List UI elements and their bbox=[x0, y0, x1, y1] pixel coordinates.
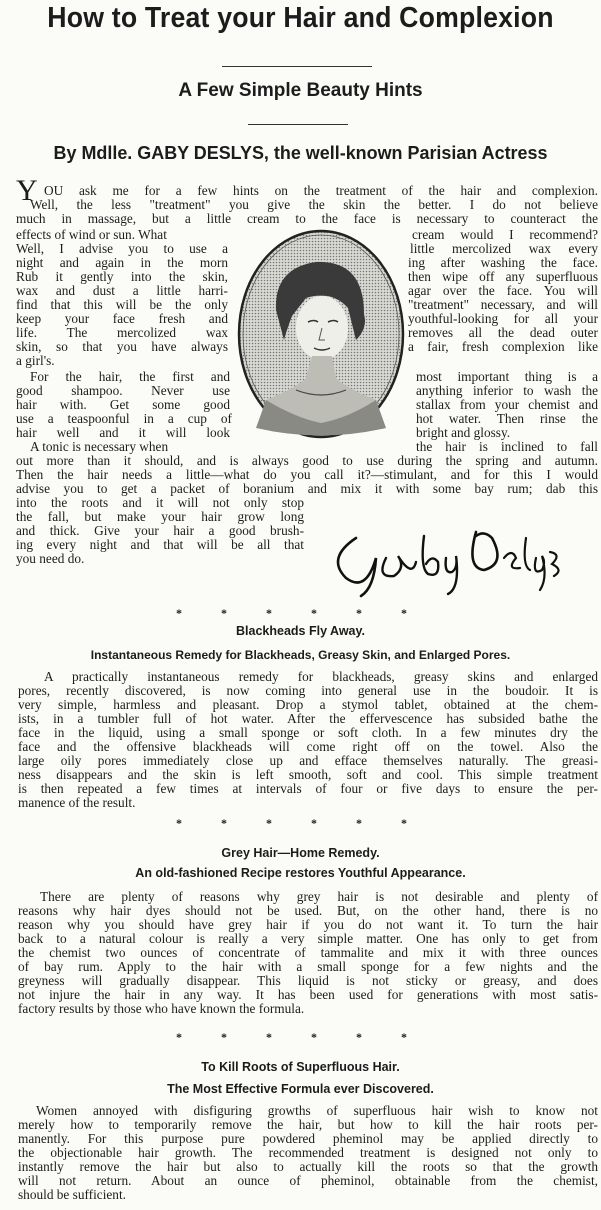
right-line: agar over the face. You will bbox=[408, 284, 598, 298]
section-line: the objectionable hair growth. The recommended treatment is designed not only to bbox=[18, 1146, 598, 1160]
byline: By Mdlle. GABY DESLYS, the well-known Parisian Actress bbox=[53, 142, 548, 163]
tonic-line: Then the hair needs a little—what do you call it?—stimulant, and for this I would bbox=[16, 468, 598, 482]
section-line: reasons why hair dyes should not be used. But, on the other hand, there is no bbox=[18, 904, 598, 918]
section-line: should be sufficient. bbox=[18, 1188, 126, 1202]
left-line: hair well and it will look bbox=[16, 426, 230, 440]
section-line: reason why you should have grey hair if you do not want it. To turn the hair bbox=[18, 918, 598, 932]
right-line: youthful-looking for all your bbox=[408, 312, 598, 326]
intro-line: OU ask me for a few hints on the treatment of the hair and complexion. bbox=[44, 184, 598, 198]
section-subtitle: Instantaneous Remedy for Blackheads, Greasy Skin, and Enlarged Pores. bbox=[90, 648, 511, 662]
section-line: pores, recently discovered, is now coming into general use in the boudoir. It is bbox=[18, 684, 598, 698]
section-line: Women annoyed with disfiguring growths of superfluous hair wish to know not bbox=[36, 1104, 598, 1118]
section-subtitle: The Most Effective Formula ever Discovered. bbox=[167, 1082, 434, 1096]
left-line: effects of wind or sun. What bbox=[16, 228, 167, 242]
section-line: not injure the hair in any way. It has been used for generations with most satis- bbox=[18, 988, 598, 1002]
section-divider: * * * * * * bbox=[176, 816, 425, 830]
section-line: of bay rum. Apply to the hair with a small sponge for a few nights and the bbox=[18, 960, 598, 974]
section-line: manence of the result. bbox=[18, 796, 136, 810]
tonic-line: you need do. bbox=[16, 552, 85, 566]
portrait-engraving bbox=[236, 228, 406, 440]
left-line: good shampoo. Never use bbox=[16, 384, 230, 398]
section-line: ness disappears and the skin is left smooth, soft and cool. This simple treatment bbox=[18, 768, 598, 782]
left-line: life. The mercolized wax bbox=[16, 326, 228, 340]
right-line: little mercolized wax every bbox=[410, 242, 598, 256]
section-line: very simple, harmless and pleasant. Drop a stymol tablet, obtained at the chem- bbox=[18, 698, 598, 712]
right-line: removes all the dead outer bbox=[408, 326, 598, 340]
section-line: the chemist two ounces of concentrate of tammalite and mix it with three ounces bbox=[18, 946, 598, 960]
section-line: merely how to temporarily remove the hair, but how to kill the hair roots per- bbox=[18, 1118, 598, 1132]
left-line: Rub it gently into the skin, bbox=[16, 270, 228, 284]
intro-line: much in massage, but a little cream to the face is necessary to counteract the bbox=[16, 212, 598, 226]
section-line: instantly remove the hair but also to actually kill the roots so that the growth bbox=[18, 1160, 598, 1174]
section-title: Grey Hair—Home Remedy. bbox=[221, 846, 380, 860]
section-line: face in the liquid, using a small sponge or soft cloth. In a few minutes dry the bbox=[18, 726, 598, 740]
left-line: skin, so that you have always bbox=[16, 340, 228, 354]
right-line: bright and glossy. bbox=[416, 426, 511, 440]
left-line: A tonic is necessary when bbox=[30, 440, 169, 454]
right-line: a fair, fresh complexion like bbox=[408, 340, 598, 354]
right-line: hot water. Then rinse the bbox=[416, 412, 598, 426]
tonic-line: into the roots and it will not only stop bbox=[16, 496, 304, 510]
section-subtitle: An old-fashioned Recipe restores Youthful Appearance. bbox=[135, 866, 466, 880]
byline-rule bbox=[248, 124, 348, 125]
right-line: anything inferior to wash the bbox=[416, 384, 598, 398]
right-line: then wipe off any superfluous bbox=[408, 270, 598, 284]
section-line: back to a natural colour is really a very simple matter. One has only to get from bbox=[18, 932, 598, 946]
subheadline: A Few Simple Beauty Hints bbox=[178, 80, 423, 101]
section-line: face and the offensive blackheads will come right off on the towel. Also the bbox=[18, 740, 598, 754]
section-title: Blackheads Fly Away. bbox=[236, 624, 365, 638]
section-line: greyness will gradually disappear. This liquid is not sticky or greasy, and does bbox=[18, 974, 598, 988]
left-line: a girl's. bbox=[16, 354, 55, 368]
right-line: cream would I recommend? bbox=[412, 228, 598, 242]
left-line: Well, I advise you to use a bbox=[16, 242, 228, 256]
left-line: find that this will be the only bbox=[16, 298, 228, 312]
right-line: stallax from your chemist and bbox=[416, 398, 598, 412]
section-divider: * * * * * * bbox=[176, 606, 425, 620]
left-line: hair with. Get some good bbox=[16, 398, 230, 412]
left-line: keep your face fresh and bbox=[16, 312, 228, 326]
right-line: most important thing is a bbox=[416, 370, 598, 384]
right-line: "treatment" necessary, and will bbox=[408, 298, 598, 312]
headline: How to Treat your Hair and Complexion bbox=[47, 2, 554, 34]
drop-cap: Y bbox=[16, 174, 38, 207]
section-divider: * * * * * * bbox=[176, 1030, 425, 1044]
left-line: night and again in the morn bbox=[16, 256, 228, 270]
right-line: ing after washing the face. bbox=[408, 256, 598, 270]
section-line: is then repeated a few times at intervals of four or five days to ensure the per- bbox=[18, 782, 598, 796]
tonic-line: and thick. Give your hair a good brush- bbox=[16, 524, 304, 538]
tonic-line: advise you to get a packet of boranium and mix it with some bay rum; dab this bbox=[16, 482, 598, 496]
tonic-line: out more than it should, and is always good to use during the spring and autumn. bbox=[16, 454, 598, 468]
section-line: ists, in a tumbler full of hot water. After the effervescence has subsided bathe the bbox=[18, 712, 598, 726]
section-line: large oily pores immediately close up and efface themselves naturally. The greasi- bbox=[18, 754, 598, 768]
section-title: To Kill Roots of Superfluous Hair. bbox=[201, 1060, 400, 1074]
signature bbox=[316, 518, 566, 598]
section-line: factory results by those who have known the formula. bbox=[18, 1002, 305, 1016]
section-line: There are plenty of reasons why grey hair is not desirable and plenty of bbox=[40, 890, 598, 904]
intro-line: Well, the less "treatment" you give the skin the better. I do not believe bbox=[30, 198, 598, 212]
left-line: use a teaspoonful in a cup of bbox=[16, 412, 232, 426]
section-line: manently. For this purpose pure powdered pheminol may be applied directly to bbox=[18, 1132, 598, 1146]
right-line: the hair is inclined to fall bbox=[416, 440, 598, 454]
left-line: For the hair, the first and bbox=[30, 370, 230, 384]
left-line: wax and dust a little harri- bbox=[16, 284, 228, 298]
tonic-line: the fall, but make your hair grow long bbox=[16, 510, 304, 524]
tonic-line: ing every night and that will be all that bbox=[16, 538, 304, 552]
section-line: A practically instantaneous remedy for blackheads, greasy skins and enlarged bbox=[44, 670, 598, 684]
section-line: will not return. About an ounce of pheminol, obtainable from the chemist, bbox=[18, 1174, 598, 1188]
headline-rule bbox=[222, 66, 372, 67]
